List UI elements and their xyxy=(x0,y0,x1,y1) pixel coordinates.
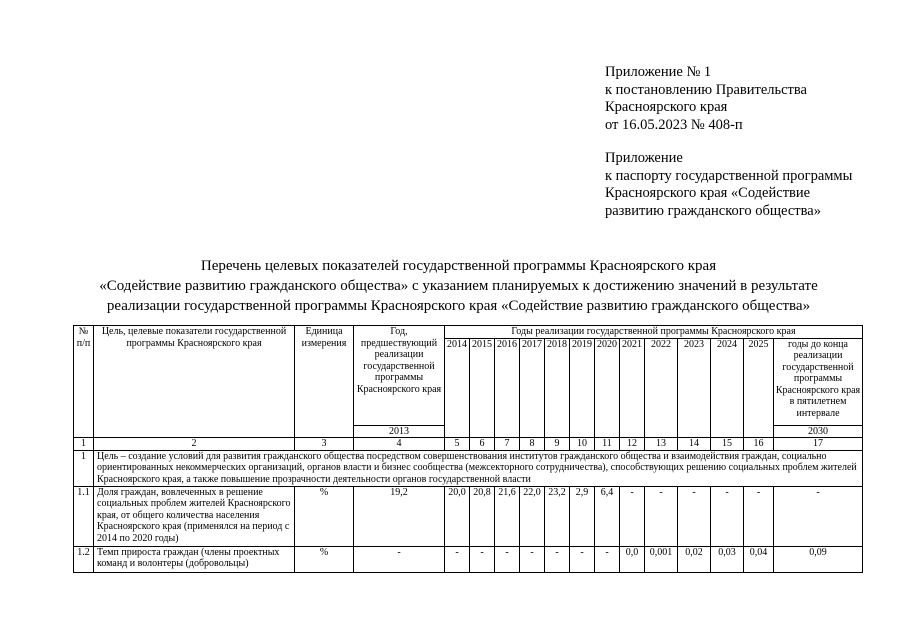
goal-row xyxy=(74,450,863,486)
title-line: реализации государственной программы Красноярского края «Содействие развитию гражданского общества» xyxy=(106,298,811,314)
header-year: 2024 xyxy=(711,338,744,438)
header-until-end-year: 2030 xyxy=(774,425,863,438)
column-number: 11 xyxy=(595,438,620,451)
header-year: 2025 xyxy=(744,338,774,438)
row-name: Доля граждан, вовлеченных в решение социальных проблем жителей Красноярского края, от общего количества населения Красноярского края (применялся на период с 2014 по 2020 годы) xyxy=(94,486,295,546)
row-year-value: 2,9 xyxy=(570,486,595,546)
header-year: 2023 xyxy=(678,338,711,438)
row-year-value: - xyxy=(595,546,620,572)
column-number: 13 xyxy=(645,438,678,451)
annex-2-block xyxy=(605,150,852,220)
row-year-value: 23,2 xyxy=(545,486,570,546)
row-unit: % xyxy=(295,546,354,572)
column-number: 3 xyxy=(295,438,354,451)
annex-1-block xyxy=(605,64,807,134)
column-number: 10 xyxy=(570,438,595,451)
header-years-group: Годы реализации государственной программы Красноярского края xyxy=(445,326,863,339)
row-year-value: 0,03 xyxy=(711,546,744,572)
header-prev-year: Год, предшествующий реализации государственной программы Красноярского края xyxy=(354,326,445,426)
column-number: 14 xyxy=(678,438,711,451)
row-end-value: - xyxy=(774,486,863,546)
row-year-value: 0,001 xyxy=(645,546,678,572)
annex-1-line: Красноярского края xyxy=(605,99,728,115)
table-row xyxy=(74,486,863,546)
row-year-value: 20,0 xyxy=(445,486,470,546)
column-number: 12 xyxy=(620,438,645,451)
header-unit: Единица измерения xyxy=(295,326,354,438)
indicators-table xyxy=(73,325,863,573)
header-until-end: годы до конца реализации государственной программы Красноярского края в пятилетнем интервале xyxy=(774,338,863,425)
column-number: 9 xyxy=(545,438,570,451)
row-end-value: 0,09 xyxy=(774,546,863,572)
row-year-value: - xyxy=(620,486,645,546)
table-row xyxy=(74,546,863,572)
row-base-value: 19,2 xyxy=(354,486,445,546)
header-goal: Цель, целевые показатели государственной программы Красноярского края xyxy=(94,326,295,438)
column-number: 5 xyxy=(445,438,470,451)
row-year-value: - xyxy=(445,546,470,572)
annex-2-line: Приложение xyxy=(605,150,683,166)
row-unit: % xyxy=(295,486,354,546)
row-year-value: - xyxy=(470,546,495,572)
header-num: № п/п xyxy=(74,326,94,438)
row-year-value: 0,0 xyxy=(620,546,645,572)
title-line: Перечень целевых показателей государственной программы Красноярского края xyxy=(200,258,717,274)
annex-2-line: развитию гражданского общества» xyxy=(605,202,821,219)
header-year: 2017 xyxy=(520,338,545,438)
annex-1-line: Приложение № 1 xyxy=(605,64,712,80)
row-year-value: 21,6 xyxy=(495,486,520,546)
row-year-value: 20,8 xyxy=(470,486,495,546)
column-number: 8 xyxy=(520,438,545,451)
row-year-value: - xyxy=(495,546,520,572)
row-year-value: 22,0 xyxy=(520,486,545,546)
goal-num: 1 xyxy=(74,450,94,486)
column-number: 7 xyxy=(495,438,520,451)
column-number: 15 xyxy=(711,438,744,451)
column-number: 4 xyxy=(354,438,445,451)
row-year-value: 0,02 xyxy=(678,546,711,572)
row-year-value: - xyxy=(545,546,570,572)
row-year-value: - xyxy=(744,486,774,546)
header-year: 2019 xyxy=(570,338,595,438)
column-number: 16 xyxy=(744,438,774,451)
row-num: 1.1 xyxy=(74,486,94,546)
row-year-value: - xyxy=(711,486,744,546)
row-year-value: - xyxy=(520,546,545,572)
column-number: 1 xyxy=(74,438,94,451)
header-prev-year-value: 2013 xyxy=(354,425,445,438)
goal-text: Цель – создание условий для развития гражданского общества посредством совершенствования институтов гражданского общества и взаимодействия граждан, социально ориентированных некоммерческих организаций, органов власти и бизнес сообщества (межсекторного сотрудничества), способствующих решению социальных проблем жителей Красноярского края, а также повышение прозрачности деятельности органов государственной власти xyxy=(94,450,863,486)
header-year: 2020 xyxy=(595,338,620,438)
document-title xyxy=(0,256,917,316)
annex-1-line: от 16.05.2023 № 408-п xyxy=(605,116,743,133)
row-year-value: - xyxy=(645,486,678,546)
column-number: 17 xyxy=(774,438,863,451)
row-num: 1.2 xyxy=(74,546,94,572)
row-year-value: - xyxy=(678,486,711,546)
column-number: 6 xyxy=(470,438,495,451)
header-year: 2016 xyxy=(495,338,520,438)
row-year-value: 6,4 xyxy=(595,486,620,546)
header-year: 2021 xyxy=(620,338,645,438)
header-year: 2015 xyxy=(470,338,495,438)
title-line: «Содействие развитию гражданского общества» с указанием планируемых к достижению значений в результате xyxy=(99,278,818,294)
annex-2-line: Красноярского края «Содействие xyxy=(605,185,811,201)
annex-2-line: к паспорту государственной программы xyxy=(605,167,853,184)
header-year: 2018 xyxy=(545,338,570,438)
row-name: Темп прироста граждан (члены проектных команд и волонтеры (добровольцы) xyxy=(94,546,295,572)
row-base-value: - xyxy=(354,546,445,572)
annex-1-line: к постановлению Правительства xyxy=(605,81,807,98)
header-year: 2014 xyxy=(445,338,470,438)
row-year-value: 0,04 xyxy=(744,546,774,572)
row-year-value: - xyxy=(570,546,595,572)
column-number: 2 xyxy=(94,438,295,451)
header-year: 2022 xyxy=(645,338,678,438)
